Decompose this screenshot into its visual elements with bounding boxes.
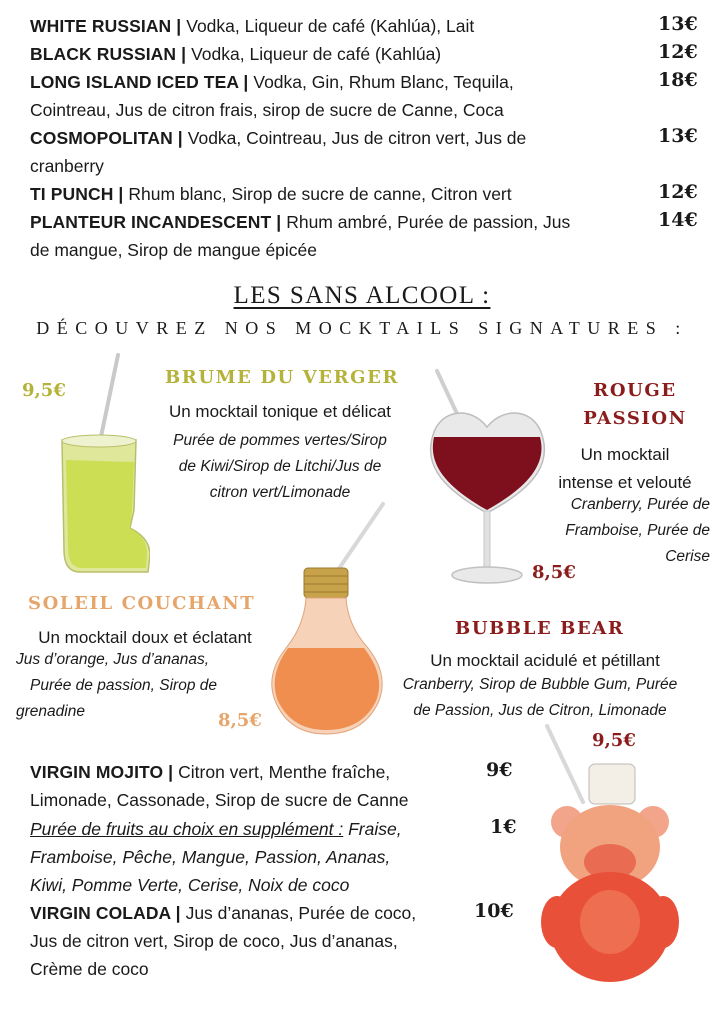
supplement-line1: Purée de fruits au choix en supplément : Fraise,: [30, 819, 402, 839]
price-cosmopolitan: 13€: [658, 125, 698, 147]
price-virgin-colada: 10€: [474, 900, 514, 922]
price-rouge: 8,5€: [532, 562, 576, 583]
mocktail-name-rouge: ROUGE PASSION: [583, 380, 687, 429]
cocktail-planteur-line2: de mangue, Sirop de mangue épicée: [30, 240, 318, 260]
price-ti-punch: 12€: [658, 181, 698, 203]
virgin-mojito-line2: Limonade, Cassonade, Sirop de sucre de Canne: [30, 790, 409, 810]
mocktail-desc-rouge: Un mocktail intense et velouté: [558, 445, 692, 492]
cocktail-ti-punch: TI PUNCH | Rhum blanc, Sirop de sucre de canne, Citron vert: [30, 184, 512, 204]
mocktail-ingredients-brume: Purée de pommes vertes/Sirop de Kiwi/Sirop de Litchi/Jus de citron vert/Limonade: [173, 432, 387, 501]
mocktail-desc-soleil: Un mocktail doux et éclatant: [38, 628, 252, 647]
price-supplement: 1€: [490, 816, 517, 838]
cocktail-white-russian: WHITE RUSSIAN | Vodka, Liqueur de café (Kahlúa), Lait: [30, 16, 475, 36]
price-black-russian: 12€: [658, 41, 698, 63]
mocktail-name-soleil: SOLEIL COUCHANT: [28, 593, 256, 614]
virgin-colada-line3: Crème de coco: [30, 959, 149, 979]
price-soleil: 8,5€: [218, 710, 262, 731]
mocktail-ingredients-rouge: Cranberry, Purée de Framboise, Purée de Cerise: [565, 496, 710, 565]
cocktail-long-island-line2: Cointreau, Jus de citron frais, sirop de sucre de Canne, Coca: [30, 100, 504, 120]
virgin-mojito: VIRGIN MOJITO | Citron vert, Menthe fraîche,: [30, 762, 391, 782]
price-white-russian: 13€: [658, 13, 698, 35]
bear-bottle-icon: [535, 722, 685, 987]
mocktail-ingredients-soleil: Jus d’orange, Jus d’ananas, Purée de passion, Sirop de grenadine: [16, 651, 217, 720]
mocktail-name-brume: BRUME DU VERGER: [164, 367, 400, 388]
price-long-island: 18€: [658, 69, 698, 91]
cocktail-cosmopolitan: COSMOPOLITAN | Vodka, Cointreau, Jus de citron vert, Jus de: [30, 128, 527, 148]
mocktail-name-bubble: BUBBLE BEAR: [455, 618, 625, 639]
cocktail-planteur: PLANTEUR INCANDESCENT | Rhum ambré, Purée de passion, Jus: [30, 212, 571, 232]
cocktail-cosmopolitan-line2: cranberry: [30, 156, 104, 176]
mocktail-desc-brume: Un mocktail tonique et délicat: [168, 402, 392, 421]
mocktail-ingredients-bubble: Cranberry, Sirop de Bubble Gum, Purée de Passion, Jus de Citron, Limonade: [402, 676, 678, 719]
virgin-colada-line2: Jus de citron vert, Sirop de coco, Jus d’ananas,: [30, 931, 398, 951]
section-title: LES SANS ALCOOL :: [233, 282, 491, 309]
cocktail-black-russian: BLACK RUSSIAN | Vodka, Liqueur de café (Kahlúa): [30, 44, 442, 64]
cocktail-long-island: LONG ISLAND ICED TEA | Vodka, Gin, Rhum Blanc, Tequila,: [30, 72, 514, 92]
boot-glass-icon: [50, 350, 150, 580]
mocktail-desc-bubble: Un mocktail acidulé et pétillant: [430, 651, 660, 670]
section-subtitle: DÉCOUVREZ NOS MOCKTAILS SIGNATURES :: [36, 318, 688, 338]
price-brume: 9,5€: [22, 380, 66, 401]
supplement-line2: Framboise, Pêche, Mangue, Passion, Ananas,: [30, 847, 391, 867]
virgin-colada: VIRGIN COLADA | Jus d’ananas, Purée de coco,: [30, 903, 417, 923]
price-planteur: 14€: [658, 209, 698, 231]
price-virgin-mojito: 9€: [486, 759, 513, 781]
supplement-line3: Kiwi, Pomme Verte, Cerise, Noix de coco: [30, 875, 350, 895]
price-bubble: 9,5€: [592, 730, 636, 751]
